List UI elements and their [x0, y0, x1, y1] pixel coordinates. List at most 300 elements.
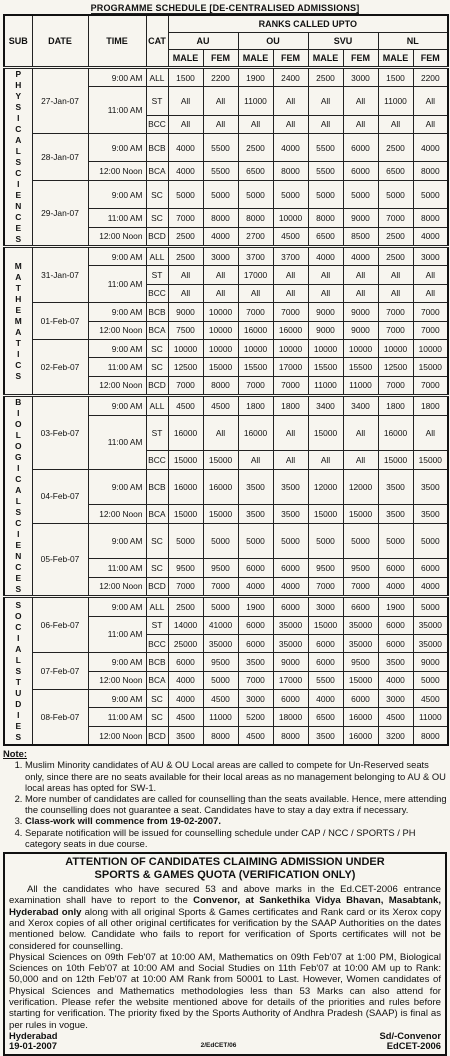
rank-cell: 15000: [343, 671, 378, 689]
time-cell: 9:00 AM: [88, 68, 146, 87]
rank-cell: All: [413, 115, 448, 133]
rank-cell: 8000: [413, 162, 448, 180]
rank-cell: 15500: [343, 358, 378, 376]
rank-cell: 5500: [308, 162, 343, 180]
category-cell: BCC: [146, 451, 168, 469]
rank-cell: 8500: [343, 227, 378, 246]
date-cell: 07-Feb-07: [32, 653, 88, 690]
rank-cell: 9000: [413, 653, 448, 671]
time-cell: 9:00 AM: [88, 396, 146, 415]
category-cell: BCD: [146, 227, 168, 246]
rank-cell: 8000: [308, 209, 343, 227]
rank-cell: 7000: [343, 577, 378, 596]
rank-cell: 9000: [343, 209, 378, 227]
subject-label: MATHEMATICS: [14, 260, 22, 381]
date-cell: 03-Feb-07: [32, 396, 88, 469]
rank-cell: 8000: [203, 209, 238, 227]
time-cell: 9:00 AM: [88, 247, 146, 266]
date-cell: 01-Feb-07: [32, 303, 88, 340]
rank-cell: 11000: [343, 376, 378, 395]
table-row: [4, 653, 448, 671]
rank-cell: 5500: [308, 134, 343, 162]
header-male: MALE: [168, 50, 203, 68]
rank-cell: 4000: [273, 134, 308, 162]
header-fem: FEM: [273, 50, 308, 68]
date-cell: 29-Jan-07: [32, 180, 88, 246]
rank-cell: 15000: [308, 415, 343, 451]
rank-cell: 6000: [308, 653, 343, 671]
rank-cell: All: [168, 266, 203, 284]
rank-cell: 7500: [168, 321, 203, 339]
rank-cell: 3500: [413, 469, 448, 505]
category-cell: ST: [146, 266, 168, 284]
rank-cell: 5000: [378, 523, 413, 559]
rank-cell: 3700: [273, 247, 308, 266]
rank-cell: 4000: [168, 134, 203, 162]
rank-cell: All: [413, 284, 448, 302]
rank-cell: 5200: [238, 708, 273, 726]
rank-cell: 16000: [273, 321, 308, 339]
rank-cell: 2500: [238, 134, 273, 162]
date-cell: 08-Feb-07: [32, 690, 88, 746]
rank-cell: 2500: [308, 68, 343, 87]
rank-cell: 5000: [413, 671, 448, 689]
rank-cell: 8000: [238, 209, 273, 227]
rank-cell: 4000: [168, 690, 203, 708]
table-row: [4, 523, 448, 559]
rank-cell: 9000: [343, 303, 378, 321]
rank-cell: 5000: [203, 180, 238, 208]
rank-cell: 4000: [413, 134, 448, 162]
rank-cell: All: [343, 115, 378, 133]
rank-cell: 3500: [378, 469, 413, 505]
rank-cell: 6000: [273, 559, 308, 577]
rank-cell: 7000: [413, 321, 448, 339]
rank-cell: 9500: [203, 559, 238, 577]
category-cell: ALL: [146, 597, 168, 616]
rank-cell: 9000: [343, 321, 378, 339]
rank-cell: 9500: [343, 653, 378, 671]
rank-cell: 10000: [308, 339, 343, 357]
rank-cell: All: [343, 415, 378, 451]
rank-cell: 7000: [168, 209, 203, 227]
time-cell: 12:00 Noon: [88, 227, 146, 246]
rank-cell: 5000: [203, 597, 238, 616]
rank-cell: 5000: [168, 523, 203, 559]
date-cell: 04-Feb-07: [32, 469, 88, 523]
rank-cell: 6000: [168, 653, 203, 671]
category-cell: SC: [146, 690, 168, 708]
rank-cell: 3000: [203, 247, 238, 266]
rank-cell: 2200: [203, 68, 238, 87]
category-cell: ALL: [146, 247, 168, 266]
rank-cell: 8000: [413, 209, 448, 227]
rank-cell: 5000: [168, 180, 203, 208]
rank-cell: 11000: [203, 708, 238, 726]
rank-cell: 5000: [413, 180, 448, 208]
category-cell: BCA: [146, 321, 168, 339]
category-cell: BCC: [146, 284, 168, 302]
rank-cell: 3000: [413, 247, 448, 266]
signature-block: [5, 1031, 445, 1054]
rank-cell: 8000: [203, 376, 238, 395]
sports-quota-box: [3, 852, 447, 1056]
time-cell: 12:00 Noon: [88, 376, 146, 395]
rank-cell: 10000: [343, 339, 378, 357]
rank-cell: 2500: [378, 134, 413, 162]
rank-cell: 17000: [238, 266, 273, 284]
rank-cell: 6000: [343, 162, 378, 180]
rank-cell: 15000: [343, 505, 378, 523]
rank-cell: 15000: [168, 451, 203, 469]
rank-cell: 15000: [413, 358, 448, 376]
footer-org: EdCET-2006: [386, 1040, 441, 1052]
sports-heading: [5, 854, 445, 882]
table-row: [4, 134, 448, 162]
rank-cell: 6000: [273, 597, 308, 616]
table-row: [4, 469, 448, 505]
page-title: [3, 2, 447, 14]
rank-cell: All: [413, 266, 448, 284]
rank-cell: 4000: [273, 577, 308, 596]
date-cell: 02-Feb-07: [32, 339, 88, 395]
category-cell: ST: [146, 616, 168, 634]
notes-list: [3, 759, 447, 849]
rank-cell: 3500: [238, 505, 273, 523]
rank-cell: 10000: [378, 339, 413, 357]
rank-cell: 41000: [203, 616, 238, 634]
rank-cell: 4000: [168, 671, 203, 689]
rank-cell: 1900: [238, 68, 273, 87]
rank-cell: 2700: [238, 227, 273, 246]
rank-cell: 35000: [413, 616, 448, 634]
rank-cell: 15000: [168, 505, 203, 523]
subject-label: BIOLOGICAL SCIENCES: [14, 397, 22, 595]
rank-cell: 4000: [413, 577, 448, 596]
rank-cell: 6000: [343, 690, 378, 708]
subject-cell: [4, 247, 32, 396]
rank-cell: 7000: [413, 303, 448, 321]
category-cell: BCD: [146, 726, 168, 745]
rank-cell: 10000: [273, 339, 308, 357]
rank-cell: 6500: [238, 162, 273, 180]
rank-cell: 6000: [378, 616, 413, 634]
subject-label: SOCIAL STUDIES: [14, 599, 22, 742]
header-cat: CAT: [146, 15, 168, 68]
header-fem: FEM: [203, 50, 238, 68]
rank-cell: 5000: [203, 523, 238, 559]
table-row: [4, 396, 448, 415]
rank-cell: 3500: [378, 505, 413, 523]
rank-cell: 7000: [238, 303, 273, 321]
rank-cell: 7000: [378, 321, 413, 339]
rank-cell: 16000: [238, 415, 273, 451]
rank-cell: 6000: [273, 690, 308, 708]
header-male: MALE: [378, 50, 413, 68]
rank-cell: 16000: [378, 415, 413, 451]
time-cell: 9:00 AM: [88, 653, 146, 671]
rank-cell: 1800: [273, 396, 308, 415]
time-cell: 9:00 AM: [88, 690, 146, 708]
rank-cell: 5000: [413, 523, 448, 559]
subject-label: PHYSICAL SCIENCES: [15, 69, 22, 244]
category-cell: BCC: [146, 634, 168, 652]
rank-cell: 5500: [203, 162, 238, 180]
rank-cell: 35000: [203, 634, 238, 652]
note-classwork: Class-work will commence from 19-02-2007.: [25, 815, 221, 827]
category-cell: BCB: [146, 134, 168, 162]
rank-cell: 5000: [273, 523, 308, 559]
rank-cell: 4500: [168, 396, 203, 415]
rank-cell: All: [308, 284, 343, 302]
rank-cell: 7000: [203, 577, 238, 596]
rank-cell: 10000: [168, 339, 203, 357]
header-row: [4, 15, 448, 33]
rank-cell: 4000: [308, 690, 343, 708]
rank-cell: 15000: [203, 451, 238, 469]
rank-cell: 5000: [343, 523, 378, 559]
category-cell: BCA: [146, 505, 168, 523]
table-row: [4, 303, 448, 321]
rank-cell: 2500: [168, 247, 203, 266]
rank-cell: All: [273, 115, 308, 133]
rank-cell: 6000: [413, 559, 448, 577]
time-cell: 11:00 AM: [88, 559, 146, 577]
time-cell: 11:00 AM: [88, 708, 146, 726]
time-cell: 9:00 AM: [88, 339, 146, 357]
rank-cell: 5500: [308, 671, 343, 689]
table-row: [4, 597, 448, 616]
rank-cell: All: [238, 451, 273, 469]
header-svu: SVU: [308, 33, 378, 50]
rank-cell: All: [343, 266, 378, 284]
rank-cell: 5000: [273, 180, 308, 208]
subject-cell: [4, 68, 32, 247]
rank-cell: 15000: [378, 451, 413, 469]
rank-cell: 7000: [378, 376, 413, 395]
rank-cell: 4000: [413, 227, 448, 246]
header-nl: NL: [378, 33, 448, 50]
sports-paragraph-2: Physical Sciences on 09th Feb'07 at 10:00 AM, Mathematics on 09th Feb'07 at 1:00 PM, Biological Sciences on 10th Feb'07 at 10:00 AM and Social Studies on 11th Feb'07 at 10:00 AM up to Rank: 50,000 and on 12th Feb'07 at 10:00 AM Rank from 50001 to Last. However, Women candidates of Physical Sciences and Mathematics methodologies less than 53 Marks can also attend for verification. Please refer the website mentioned above for details of the priorities and rules before starting for verification. The priority fixed by the Sports Authority of Andhra Pradesh (SAAP) is final as per rules in vogue.: [9, 951, 441, 1031]
rank-cell: 18000: [273, 708, 308, 726]
rank-cell: 6000: [378, 634, 413, 652]
rank-cell: 9500: [343, 559, 378, 577]
rank-cell: 16000: [343, 726, 378, 745]
time-cell: 9:00 AM: [88, 597, 146, 616]
header-ranks: RANKS CALLED UPTO: [168, 15, 448, 33]
rank-cell: 3500: [238, 469, 273, 505]
table-row: [4, 68, 448, 87]
rank-cell: 9000: [168, 303, 203, 321]
rank-cell: 3500: [308, 726, 343, 745]
rank-cell: 9000: [308, 321, 343, 339]
category-cell: ST: [146, 87, 168, 115]
rank-cell: 16000: [203, 469, 238, 505]
rank-cell: All: [273, 284, 308, 302]
time-cell: 11:00 AM: [88, 415, 146, 469]
rank-cell: 12500: [378, 358, 413, 376]
rank-cell: All: [168, 115, 203, 133]
rank-cell: All: [378, 266, 413, 284]
rank-cell: All: [308, 451, 343, 469]
rank-cell: All: [308, 115, 343, 133]
rank-cell: 7000: [238, 376, 273, 395]
rank-cell: 17000: [273, 671, 308, 689]
header-fem: FEM: [413, 50, 448, 68]
rank-cell: 2500: [168, 227, 203, 246]
rank-cell: All: [343, 87, 378, 115]
time-cell: 9:00 AM: [88, 523, 146, 559]
rank-cell: 16000: [343, 708, 378, 726]
rank-cell: 15500: [308, 358, 343, 376]
rank-cell: All: [413, 415, 448, 451]
category-cell: BCB: [146, 469, 168, 505]
rank-cell: 6000: [238, 634, 273, 652]
rank-cell: 25000: [168, 634, 203, 652]
p1-text-cont: along with all original Sports & Games certificates and Rank card or its Xerox copy and Xerox copies of all other original certificates for verification by the SAAP Authorities on the dates mentioned below. Candidate who fails to report for verification of Sports certificates will not be considered for counselling.: [9, 906, 441, 952]
category-cell: SC: [146, 523, 168, 559]
notes-heading: Note:: [3, 748, 27, 760]
rank-cell: 10000: [238, 339, 273, 357]
rank-cell: 1800: [378, 396, 413, 415]
rank-cell: 8000: [203, 726, 238, 745]
category-cell: BCB: [146, 303, 168, 321]
rank-cell: 10000: [203, 303, 238, 321]
page: [3, 2, 447, 1056]
rank-cell: 4000: [343, 247, 378, 266]
rank-cell: 5000: [203, 671, 238, 689]
rank-cell: 9000: [273, 653, 308, 671]
rank-cell: All: [203, 415, 238, 451]
time-cell: 12:00 Noon: [88, 577, 146, 596]
rank-cell: 8000: [273, 162, 308, 180]
rank-cell: 3500: [238, 653, 273, 671]
subject-cell: [4, 597, 32, 746]
time-cell: 11:00 AM: [88, 87, 146, 134]
footer-sign: Sd/-Convenor: [379, 1029, 441, 1041]
time-cell: 9:00 AM: [88, 469, 146, 505]
category-cell: SC: [146, 708, 168, 726]
date-cell: 06-Feb-07: [32, 597, 88, 653]
rank-cell: 3400: [343, 396, 378, 415]
date-cell: 31-Jan-07: [32, 247, 88, 303]
time-cell: 11:00 AM: [88, 266, 146, 303]
header-au: AU: [168, 33, 238, 50]
rank-cell: 7000: [168, 376, 203, 395]
footer-left: [9, 1031, 57, 1052]
rank-cell: 12500: [168, 358, 203, 376]
rank-cell: 5000: [343, 180, 378, 208]
table-row: [4, 339, 448, 357]
time-cell: 9:00 AM: [88, 303, 146, 321]
footer-place: Hyderabad: [9, 1029, 58, 1041]
rank-cell: 4000: [238, 577, 273, 596]
rank-cell: All: [413, 87, 448, 115]
rank-cell: 4500: [168, 708, 203, 726]
rank-cell: 7000: [308, 577, 343, 596]
header-ou: OU: [238, 33, 308, 50]
rank-cell: 5000: [308, 523, 343, 559]
rank-cell: 9500: [308, 559, 343, 577]
time-cell: 11:00 AM: [88, 616, 146, 653]
rank-cell: 7000: [378, 209, 413, 227]
table-row: [4, 247, 448, 266]
rank-cell: 2500: [378, 247, 413, 266]
time-cell: 12:00 Noon: [88, 671, 146, 689]
category-cell: BCB: [146, 653, 168, 671]
rank-cell: 6000: [308, 634, 343, 652]
rank-cell: 3000: [378, 690, 413, 708]
rank-cell: 7000: [238, 671, 273, 689]
rank-cell: 7000: [413, 376, 448, 395]
rank-cell: 35000: [343, 616, 378, 634]
table-row: [4, 180, 448, 208]
date-cell: 05-Feb-07: [32, 523, 88, 596]
rank-cell: 4000: [203, 227, 238, 246]
rank-cell: All: [378, 284, 413, 302]
rank-cell: 3500: [273, 505, 308, 523]
rank-cell: 4500: [273, 227, 308, 246]
rank-cell: All: [203, 115, 238, 133]
rank-cell: All: [343, 451, 378, 469]
rank-cell: 1800: [238, 396, 273, 415]
category-cell: BCC: [146, 115, 168, 133]
rank-cell: 8000: [413, 726, 448, 745]
rank-cell: 4500: [203, 690, 238, 708]
rank-cell: 12000: [308, 469, 343, 505]
rank-cell: 17000: [273, 358, 308, 376]
rank-cell: 6000: [238, 616, 273, 634]
rank-cell: All: [168, 87, 203, 115]
rank-cell: 3500: [413, 505, 448, 523]
rank-cell: 10000: [273, 209, 308, 227]
note-item: 1. Muslim Minority candidates of AU & OU Local areas are called to compete for Un-Reserved seats only, since there are no seats available for their local areas as no management belonging to AU & OU local areas has opted for SW-1.: [25, 759, 447, 793]
rank-cell: 1900: [378, 597, 413, 616]
rank-cell: 35000: [413, 634, 448, 652]
rank-cell: 11000: [238, 87, 273, 115]
rank-cell: All: [238, 115, 273, 133]
rank-cell: 6000: [238, 559, 273, 577]
rank-cell: 1900: [238, 597, 273, 616]
rank-cell: 3500: [378, 653, 413, 671]
category-cell: SC: [146, 180, 168, 208]
rank-cell: All: [168, 284, 203, 302]
rank-cell: 12000: [343, 469, 378, 505]
rank-cell: 3000: [343, 68, 378, 87]
rank-cell: All: [308, 266, 343, 284]
rank-cell: All: [203, 87, 238, 115]
rank-cell: All: [203, 266, 238, 284]
rank-cell: All: [273, 266, 308, 284]
rank-cell: 9500: [203, 653, 238, 671]
rank-cell: 5000: [308, 180, 343, 208]
note-item: 2. More number of candidates are called for counselling than the seats available. Hence, mere attending the counselling does not guarantee a seat. Candidates have to stay a day extra if necessary.: [25, 793, 447, 815]
rank-cell: 7000: [273, 303, 308, 321]
rank-cell: 3000: [308, 597, 343, 616]
footer-date: 19-01-2007: [9, 1040, 57, 1052]
rank-cell: 3700: [238, 247, 273, 266]
category-cell: SC: [146, 559, 168, 577]
rank-cell: All: [273, 415, 308, 451]
time-cell: 12:00 Noon: [88, 505, 146, 523]
schedule-table: [3, 14, 449, 746]
rank-cell: 5000: [238, 523, 273, 559]
p1-text: All the candidates who have secured 53 and above marks in the Ed.CET-2006 entrance examination shall have to report to the: [9, 884, 441, 907]
category-cell: ALL: [146, 396, 168, 415]
rank-cell: All: [203, 284, 238, 302]
header-male: MALE: [308, 50, 343, 68]
rank-cell: 6500: [378, 162, 413, 180]
